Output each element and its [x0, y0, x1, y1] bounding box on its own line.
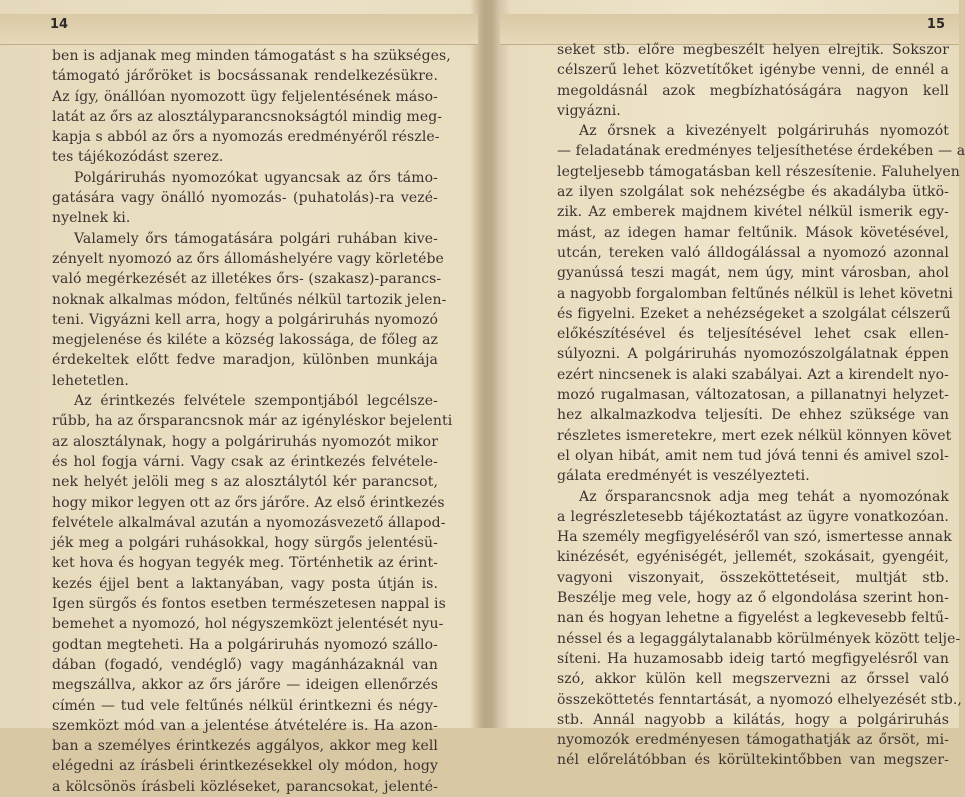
text-line: mozó rugalmasan, változatosan, a pillanatnyi helyzet- — [557, 387, 949, 404]
text-line: latát az őrs az alosztályparancsnokságtól mindig meg- — [52, 108, 443, 125]
text-line: nyomozók eredményesen támogathatják az őrsöt, mi- — [557, 732, 949, 749]
text-line: gálata eredményét is veszélyezteti. — [557, 468, 810, 485]
text-line: kezés éjjel bent a laktanyában, vagy posta útján is. — [52, 575, 438, 592]
text-line: Ha személy megfigyeléséről van szó, ismertesse annak — [557, 529, 952, 546]
text-line: a kölcsönös írásbeli közléseket, parancsokat, jelenté- — [52, 778, 438, 795]
text-line: rűbb, ha az őrsparancsnok már az igényléskor bejelenti — [52, 413, 453, 430]
text-line: súlyozni. A polgáriruhás nyomozószolgálatnak éppen — [557, 346, 949, 363]
text-line: Beszélje meg vele, hogy az ő elgondolása szerint hon- — [557, 590, 949, 607]
text-line: nyelnek ki. — [52, 210, 131, 227]
text-line: és hol fogja várni. Vagy csak az érintkezés felvétele- — [52, 453, 438, 470]
text-line: Igen sürgős és fontos esetben természetesen nappal is — [52, 596, 446, 613]
text-line: hez alkalmazkodva teljesíti. De ehhez szüksége van — [557, 407, 949, 424]
text-line: vagyoni viszonyait, összeköttetéseit, multját stb. — [557, 569, 949, 586]
text-line: Az őrsparancsnok adja meg tehát a nyomozónak — [579, 488, 949, 505]
text-line: részletes ismeretekre, mert ezek nélkül könnyen követ — [557, 427, 952, 444]
text-line: teni. Vigyázni kell arra, hogy a polgáriruhás nyomozó — [52, 311, 438, 328]
text-line: vigyázni. — [557, 102, 621, 119]
text-line: a legrészletesebb tájékoztatást az ügyre vonatkozóan. — [557, 508, 949, 525]
text-line: elégedni az írásbeli érintkezésekkel oly módon, hogy — [52, 758, 438, 775]
text-line: ket hova és hogyan tegyék meg. Történhetik az érint- — [52, 555, 438, 572]
text-line: Az érintkezés felvétele szempontjából legcélsze- — [74, 393, 438, 410]
text-line: lehetetlen. — [52, 372, 129, 389]
text-line: való megérkezését az illetékes őrs- (szakasz)-parancs- — [52, 271, 442, 288]
text-line: előkészítésével és teljesítésével lehet csak ellen- — [557, 326, 949, 343]
text-line: tes tájékozódást szerez. — [52, 149, 224, 166]
page-number-left: 14 — [50, 17, 69, 32]
text-line: szó, akkor külön kell megszervezni az őrssel való — [557, 671, 949, 688]
text-line: utcán, tereken való álldogálással a nyomozó azonnal — [557, 244, 949, 261]
left-header-band — [0, 14, 478, 45]
text-line: mást, az idegen hamar feltűnik. Mások követésével, — [557, 224, 949, 241]
text-line: noknak alkalmas módon, feltűnés nélkül tartozik jelen- — [52, 291, 447, 308]
text-line: megoldásnál azok megbízhatóságára nagyon kell — [557, 82, 949, 99]
text-line: bemehet a nyomozó, hol négyszemközt jelentését nyu- — [52, 616, 444, 633]
text-line: stb. Annál nagyobb a kilátás, hogy a polgáriruhás — [557, 711, 949, 728]
text-line: ban a személyes érintkezés aggályos, akkor meg kell — [52, 738, 438, 755]
text-line: ezért nincsenek is alaki szabályai. Azt a kirendelt nyo- — [557, 366, 949, 383]
text-line: nan és hogyan lehetne a figyelést a legkevesebb feltű- — [557, 610, 949, 627]
text-line: a nagyobb forgalomban feltűnés nélkül is lehet követni — [557, 285, 954, 302]
text-line: kinézését, egyéniségét, jellemét, szokásait, gyengéit, — [557, 549, 949, 566]
text-line: szemközt mód van a jelentése átvételére is. Ha azon- — [52, 717, 438, 734]
text-line: nél előrelátóbban és körültekintőbben van megszer- — [557, 752, 949, 769]
text-line: összeköttetés fenntartását, a nyomozó elhelyezését stb., — [557, 691, 962, 708]
text-line: legteljesebb támogatásban kell részesítenie. Faluhelyen — [557, 163, 960, 180]
text-line: Az őrsnek a kivezényelt polgáriruhás nyomozót — [579, 123, 949, 140]
left-page — [0, 0, 478, 795]
left-page-text — [52, 46, 453, 797]
text-line: Az így, önállóan nyomozott ügy feljelentésének máso- — [52, 88, 438, 105]
text-line: síteni. Ha huzamosabb ideig tartó megfigyelésről van — [557, 650, 949, 667]
text-line: — feladatának eredményes teljesíthetése érdekében — a — [557, 143, 965, 160]
text-line: seket stb. előre megbeszélt helyen elrejtik. Sokszor — [557, 42, 949, 58]
page-number-right: 15 — [926, 17, 945, 32]
text-line: ben is adjanak meg minden támogatást s ha szükséges, — [52, 48, 451, 64]
right-page — [500, 0, 965, 769]
text-line: nek helyét jelöli meg s az alosztálytól kér parancsot, — [52, 474, 438, 491]
text-line: felvétele alkalmával azután a nyomozásvezető állapod- — [52, 514, 446, 531]
text-line: az ilyen szolgálat sok nehézségbe és akadályba ütkö- — [557, 184, 949, 201]
text-line: hogy mikor legyen ott az őrs járőre. Az első érintkezés — [52, 494, 445, 511]
text-line: el olyan hibát, amit nem tud jóvá tenni és amivel szol- — [557, 447, 949, 464]
text-line: megjelenése és kiléte a község lakossága, de főleg az — [52, 332, 438, 349]
text-line: és figyelni. Ezeket a nehézségeket a szolgálat célszerű — [557, 305, 951, 322]
text-line: néssel és a legaggálytalanabb körülmények között telje- — [557, 630, 961, 647]
text-line: megszállva, akkor az őrs járőre — ideigen ellenőrzés — [52, 677, 438, 694]
text-line: Polgáriruhás nyomozókat ugyancsak az őrs támo- — [74, 169, 438, 186]
text-line: dában (fogadó, vendéglő) vagy magánházaknál van — [52, 656, 438, 673]
right-page-text — [557, 40, 965, 771]
text-line: zik. Az emberek majdnem kivétel nélkül ismerik egy- — [557, 204, 949, 221]
text-line: érdekeltek előtt fedve maradjon, különben munkája — [52, 352, 438, 369]
text-line: címén — tud vele feltűnés nélkül érintkezni és négy- — [52, 697, 438, 714]
text-line: Valamely őrs támogatására polgári ruhában kive- — [74, 230, 438, 247]
text-line: gatására vagy önálló nyomozás- (puhatolás)-ra vezé- — [52, 190, 438, 207]
text-line: célszerű lehet közvetítőket igénybe venni, de ennél a — [557, 62, 949, 79]
text-line: zényelt nyomozó az őrs állomáshelyére vagy körletébe — [52, 250, 444, 267]
text-line: támogató járőröket is bocsássanak rendelkezésükre. — [52, 68, 438, 85]
text-line: gyanússá teszi magát, nem úgy, mint városban, ahol — [557, 265, 949, 282]
text-line: az alosztálynak, hogy a polgáriruhás nyomozót mikor — [52, 433, 438, 450]
text-line: godtan megteheti. Ha a polgáriruhás nyomozó szállo- — [52, 636, 438, 653]
text-line: kapja s abból az őrs a nyomozás eredményéről részle- — [52, 129, 440, 146]
text-line: jék meg a polgári ruhásokkal, hogy sürgős jelentésü- — [52, 535, 438, 552]
